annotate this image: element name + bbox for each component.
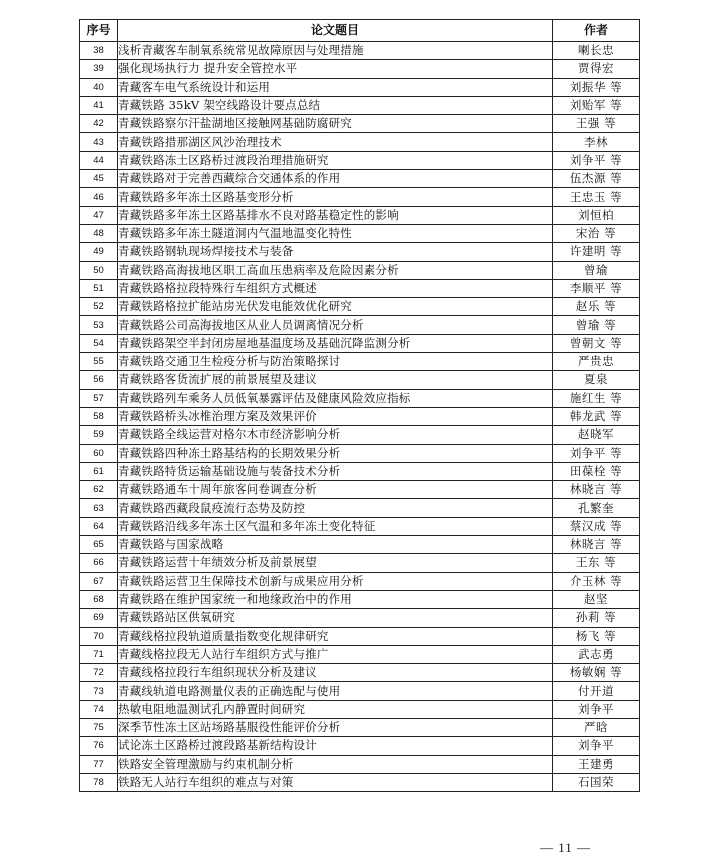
table-row	[80, 499, 640, 517]
paper-title: 青藏铁路交通卫生检疫分析与防治策略探讨	[118, 353, 553, 371]
table-row	[80, 407, 640, 425]
paper-author: 蔡汉成 等	[553, 517, 640, 535]
paper-author: 王强 等	[553, 115, 640, 133]
row-number: 52	[80, 298, 118, 316]
table-row	[80, 353, 640, 371]
paper-title: 青藏铁路对于完善西藏综合交通体系的作用	[118, 170, 553, 188]
table-row	[80, 243, 640, 261]
table-row	[80, 700, 640, 718]
paper-author: 刘争平	[553, 737, 640, 755]
table-row	[80, 481, 640, 499]
paper-list-table	[79, 19, 640, 792]
row-number: 49	[80, 243, 118, 261]
table-row	[80, 96, 640, 114]
paper-title: 青藏铁路运营卫生保障技术创新与成果应用分析	[118, 572, 553, 590]
paper-author: 韩龙武 等	[553, 407, 640, 425]
paper-author: 喇长忠	[553, 42, 640, 60]
row-number: 47	[80, 206, 118, 224]
paper-title: 青藏铁路措那湖区风沙治理技术	[118, 133, 553, 151]
row-number: 39	[80, 60, 118, 78]
table-row	[80, 224, 640, 242]
table-row	[80, 462, 640, 480]
paper-author: 刘争平 等	[553, 444, 640, 462]
row-number: 44	[80, 151, 118, 169]
paper-author: 贾得宏	[553, 60, 640, 78]
paper-author: 刘贻军 等	[553, 96, 640, 114]
paper-title: 青藏客车电气系统设计和运用	[118, 78, 553, 96]
row-number: 45	[80, 170, 118, 188]
paper-title: 青藏铁路客货流扩展的前景展望及建议	[118, 371, 553, 389]
paper-author: 林晓言 等	[553, 536, 640, 554]
paper-author: 赵晓军	[553, 426, 640, 444]
row-number: 61	[80, 462, 118, 480]
table-row	[80, 42, 640, 60]
paper-title: 青藏铁路全线运营对格尔木市经济影响分析	[118, 426, 553, 444]
paper-title: 青藏线格拉段行车组织现状分析及建议	[118, 664, 553, 682]
paper-title: 青藏铁路沿线多年冻土区气温和多年冻土变化特征	[118, 517, 553, 535]
table-row	[80, 609, 640, 627]
row-number: 38	[80, 42, 118, 60]
header-author: 作者	[553, 20, 640, 42]
table-row	[80, 170, 640, 188]
row-number: 66	[80, 554, 118, 572]
row-number: 76	[80, 737, 118, 755]
paper-title: 青藏铁路运营十年绩效分析及前景展望	[118, 554, 553, 572]
table-row	[80, 78, 640, 96]
paper-author: 王东 等	[553, 554, 640, 572]
row-number: 71	[80, 645, 118, 663]
table-row	[80, 517, 640, 535]
paper-title: 青藏铁路在维护国家统一和地缘政治中的作用	[118, 590, 553, 608]
paper-title: 热敏电阻地温测试孔内静置时间研究	[118, 700, 553, 718]
row-number: 53	[80, 316, 118, 334]
paper-author: 赵乐 等	[553, 298, 640, 316]
row-number: 74	[80, 700, 118, 718]
row-number: 60	[80, 444, 118, 462]
paper-author: 伍杰源 等	[553, 170, 640, 188]
row-number: 62	[80, 481, 118, 499]
row-number: 54	[80, 334, 118, 352]
paper-author: 孔繁奎	[553, 499, 640, 517]
paper-title: 青藏线格拉段无人站行车组织方式与推广	[118, 645, 553, 663]
row-number: 58	[80, 407, 118, 425]
paper-title: 青藏铁路四种冻土路基结构的长期效果分析	[118, 444, 553, 462]
paper-title: 青藏铁路特货运输基础设施与装备技术分析	[118, 462, 553, 480]
paper-author: 杨敏娴 等	[553, 664, 640, 682]
table-row	[80, 444, 640, 462]
row-number: 64	[80, 517, 118, 535]
paper-title: 青藏铁路架空半封闭房屋地基温度场及基础沉降监测分析	[118, 334, 553, 352]
table-row	[80, 755, 640, 773]
paper-author: 介玉林 等	[553, 572, 640, 590]
row-number: 46	[80, 188, 118, 206]
paper-author: 曾朝文 等	[553, 334, 640, 352]
row-number: 59	[80, 426, 118, 444]
row-number: 51	[80, 279, 118, 297]
row-number: 50	[80, 261, 118, 279]
paper-title: 青藏铁路格拉段特殊行车组织方式概述	[118, 279, 553, 297]
paper-title: 青藏铁路与国家战略	[118, 536, 553, 554]
paper-title: 青藏铁路高海拔地区职工高血压患病率及危险因素分析	[118, 261, 553, 279]
paper-title: 深季节性冻土区站场路基服役性能评价分析	[118, 718, 553, 736]
paper-author: 李林	[553, 133, 640, 151]
table-row	[80, 60, 640, 78]
paper-author: 王建勇	[553, 755, 640, 773]
paper-title: 青藏铁路列车乘务人员低氧暴露评估及健康风险效应指标	[118, 389, 553, 407]
paper-author: 李顺平 等	[553, 279, 640, 297]
table-row	[80, 737, 640, 755]
table-header-row	[80, 20, 640, 42]
paper-author: 夏泉	[553, 371, 640, 389]
paper-author: 王忠玉 等	[553, 188, 640, 206]
row-number: 75	[80, 718, 118, 736]
table-body	[80, 42, 640, 792]
table-row	[80, 627, 640, 645]
paper-title: 青藏铁路格拉扩能站房光伏发电能效优化研究	[118, 298, 553, 316]
paper-author: 刘争平 等	[553, 151, 640, 169]
row-number: 43	[80, 133, 118, 151]
table-row	[80, 316, 640, 334]
paper-title: 铁路安全管理激励与约束机制分析	[118, 755, 553, 773]
paper-author: 田葆栓 等	[553, 462, 640, 480]
row-number: 68	[80, 590, 118, 608]
table-row	[80, 664, 640, 682]
table-row	[80, 718, 640, 736]
paper-author: 林晓言 等	[553, 481, 640, 499]
paper-title: 浅析青藏客车制氧系统常见故障原因与处理措施	[118, 42, 553, 60]
paper-author: 杨飞 等	[553, 627, 640, 645]
table-row	[80, 645, 640, 663]
header-title: 论文题目	[118, 20, 553, 42]
table-row	[80, 536, 640, 554]
paper-author: 严贵忠	[553, 353, 640, 371]
table-row	[80, 279, 640, 297]
paper-title: 青藏线轨道电路测量仪表的正确选配与使用	[118, 682, 553, 700]
row-number: 40	[80, 78, 118, 96]
paper-title: 青藏铁路桥头冰椎治理方案及效果评价	[118, 407, 553, 425]
table-row	[80, 188, 640, 206]
row-number: 48	[80, 224, 118, 242]
paper-title: 青藏铁路站区供氧研究	[118, 609, 553, 627]
paper-title: 试论冻土区路桥过渡段路基新结构设计	[118, 737, 553, 755]
header-number: 序号	[80, 20, 118, 42]
page-number: — 11 —	[540, 840, 592, 855]
paper-author: 赵坚	[553, 590, 640, 608]
paper-author: 曾瑜	[553, 261, 640, 279]
paper-title: 青藏铁路察尔汗盐湖地区接触网基础防腐研究	[118, 115, 553, 133]
row-number: 73	[80, 682, 118, 700]
paper-title: 青藏铁路多年冻土区路基变形分析	[118, 188, 553, 206]
paper-title: 青藏铁路钢轨现场焊接技术与装备	[118, 243, 553, 261]
row-number: 56	[80, 371, 118, 389]
paper-author: 刘恒柏	[553, 206, 640, 224]
paper-title: 青藏铁路多年冻土区路基排水不良对路基稳定性的影响	[118, 206, 553, 224]
paper-title: 青藏铁路公司高海拔地区从业人员调离情况分析	[118, 316, 553, 334]
paper-author: 刘振华 等	[553, 78, 640, 96]
paper-title: 强化现场执行力 提升安全管控水平	[118, 60, 553, 78]
table-row	[80, 389, 640, 407]
table-row	[80, 261, 640, 279]
row-number: 63	[80, 499, 118, 517]
paper-title: 青藏铁路通车十周年旅客问卷调查分析	[118, 481, 553, 499]
table-row	[80, 151, 640, 169]
row-number: 55	[80, 353, 118, 371]
table-row	[80, 773, 640, 791]
table-row	[80, 371, 640, 389]
paper-title: 青藏铁路多年冻土隧道洞内气温地温变化特性	[118, 224, 553, 242]
row-number: 57	[80, 389, 118, 407]
paper-author: 孙莉 等	[553, 609, 640, 627]
row-number: 41	[80, 96, 118, 114]
paper-title: 青藏铁路冻土区路桥过渡段治理措施研究	[118, 151, 553, 169]
table-row	[80, 426, 640, 444]
paper-author: 石国荣	[553, 773, 640, 791]
row-number: 77	[80, 755, 118, 773]
table-row	[80, 206, 640, 224]
table-row	[80, 298, 640, 316]
paper-title: 青藏铁路 35kV 架空线路设计要点总结	[118, 96, 553, 114]
row-number: 70	[80, 627, 118, 645]
row-number: 78	[80, 773, 118, 791]
table-row	[80, 115, 640, 133]
paper-author: 宋治 等	[553, 224, 640, 242]
paper-author: 施红生 等	[553, 389, 640, 407]
table-row	[80, 334, 640, 352]
row-number: 69	[80, 609, 118, 627]
table-row	[80, 682, 640, 700]
table-row	[80, 554, 640, 572]
paper-author: 严晗	[553, 718, 640, 736]
paper-author: 曾瑜 等	[553, 316, 640, 334]
paper-title: 铁路无人站行车组织的难点与对策	[118, 773, 553, 791]
paper-author: 武志勇	[553, 645, 640, 663]
table-row	[80, 590, 640, 608]
paper-author: 付开道	[553, 682, 640, 700]
row-number: 67	[80, 572, 118, 590]
paper-author: 刘争平	[553, 700, 640, 718]
table-row	[80, 133, 640, 151]
row-number: 72	[80, 664, 118, 682]
paper-title: 青藏线格拉段轨道质量指数变化规律研究	[118, 627, 553, 645]
paper-author: 许建明 等	[553, 243, 640, 261]
row-number: 42	[80, 115, 118, 133]
row-number: 65	[80, 536, 118, 554]
paper-title: 青藏铁路西藏段鼠疫流行态势及防控	[118, 499, 553, 517]
table-row	[80, 572, 640, 590]
